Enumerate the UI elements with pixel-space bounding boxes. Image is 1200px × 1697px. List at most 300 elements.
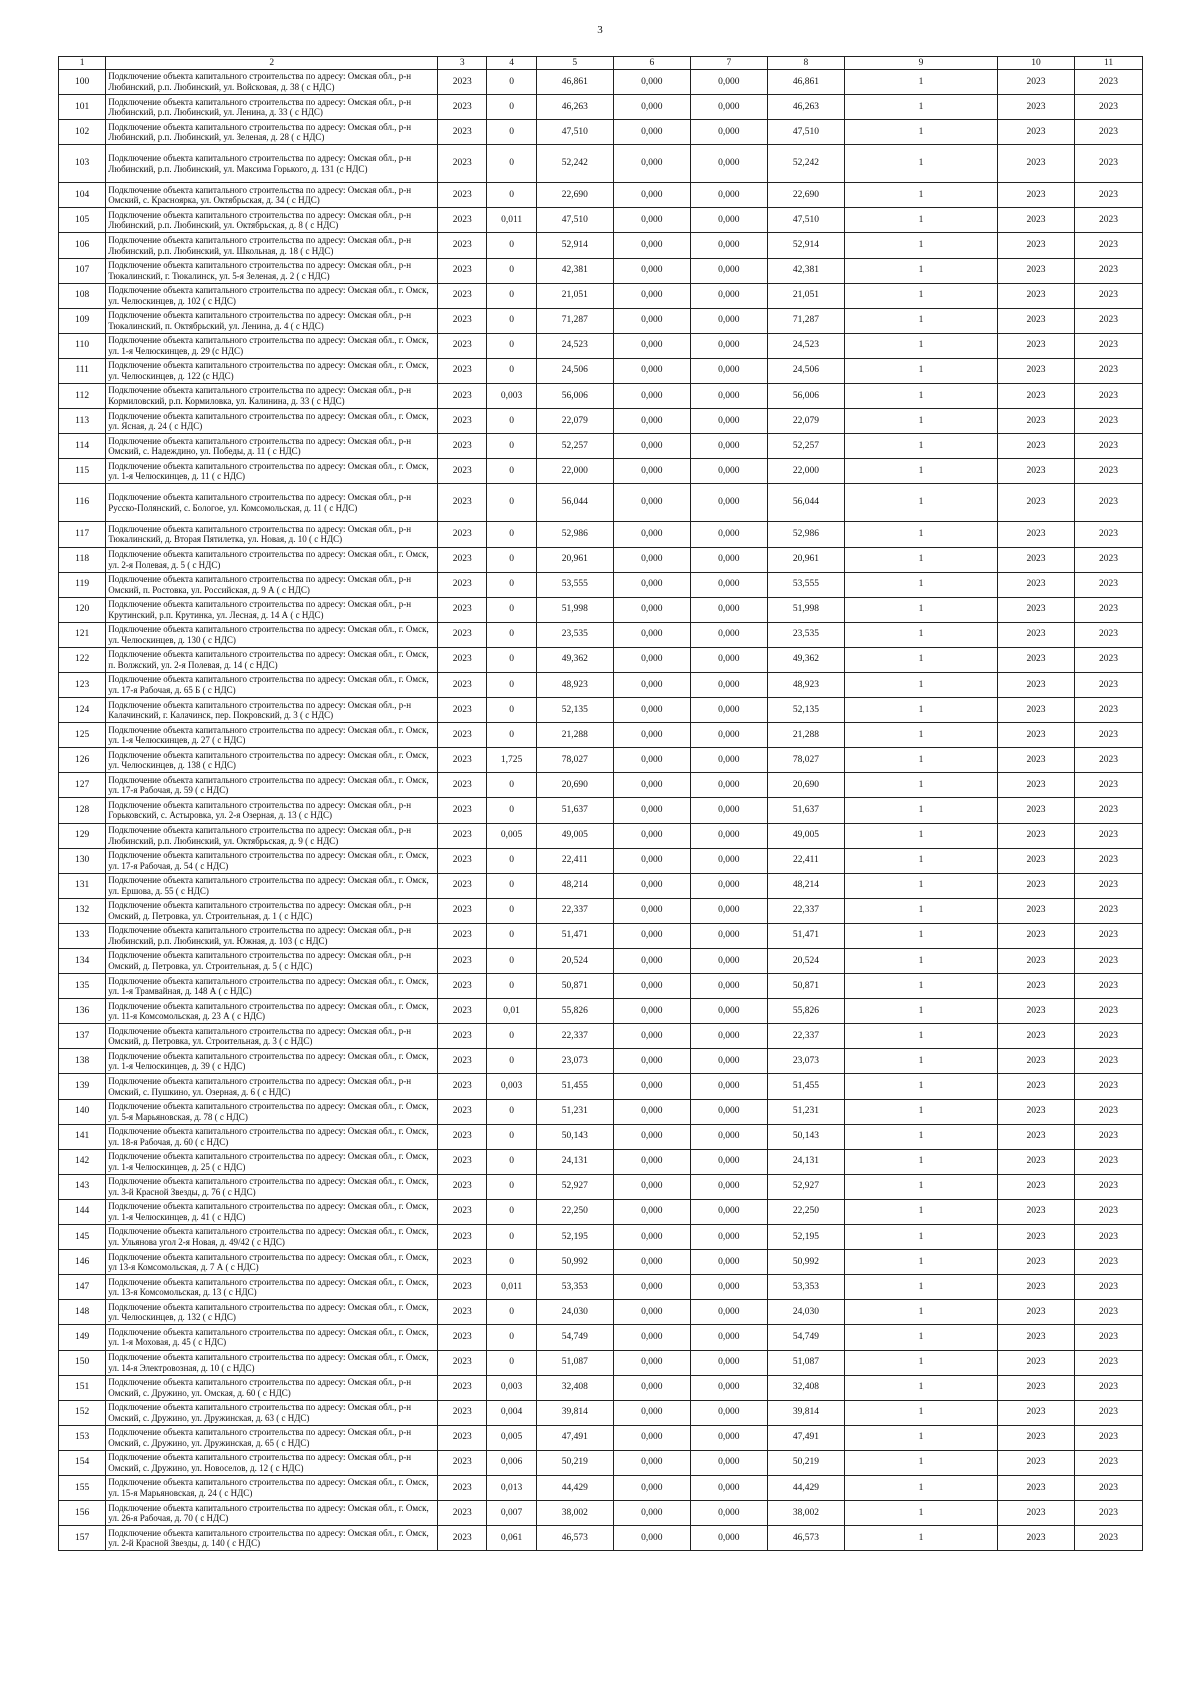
table-cell: 0 — [487, 1124, 536, 1149]
table-cell: 0,000 — [613, 1300, 690, 1325]
table-cell: 50,219 — [767, 1450, 844, 1475]
table-cell: 53,353 — [536, 1275, 613, 1300]
table-cell: 2023 — [1075, 1375, 1143, 1400]
table-cell: 152 — [59, 1400, 106, 1425]
cell-description: Подключение объекта капитального строительства по адресу: Омская обл., р-н Омский, д. Петровка, ул. Строительная, д. 5 ( с НДС) — [106, 949, 438, 974]
table-cell: 0,000 — [613, 1225, 690, 1250]
table-cell: 2023 — [438, 1375, 487, 1400]
table-cell: 2023 — [438, 183, 487, 208]
table-row — [59, 647, 1143, 672]
table-cell: 0 — [487, 308, 536, 333]
table-cell: 47,510 — [767, 208, 844, 233]
table-cell: 56,044 — [767, 484, 844, 522]
table-cell: 2023 — [998, 1074, 1075, 1099]
table-cell: 102 — [59, 120, 106, 145]
cell-description: Подключение объекта капитального строительства по адресу: Омская обл., г. Омск, ул 13-я Комсомольская, д. 7 А ( с НДС) — [106, 1250, 438, 1275]
table-cell: 2023 — [1075, 459, 1143, 484]
table-cell: 2023 — [998, 1526, 1075, 1551]
table-cell: 20,690 — [536, 773, 613, 798]
table-cell: 0,000 — [613, 1501, 690, 1526]
cell-description: Подключение объекта капитального строительства по адресу: Омская обл., р-н Омский, д. Петровка, ул. Строительная, д. 3 ( с НДС) — [106, 1024, 438, 1049]
table-cell: 21,288 — [767, 723, 844, 748]
table-cell: 2023 — [438, 848, 487, 873]
table-cell: 2023 — [438, 145, 487, 183]
table-cell: 2023 — [998, 333, 1075, 358]
table-cell: 2023 — [998, 622, 1075, 647]
cell-description: Подключение объекта капитального строительства по адресу: Омская обл., г. Омск, ул. 17-я Рабочая, д. 59 ( с НДС) — [106, 773, 438, 798]
table-cell: 105 — [59, 208, 106, 233]
table-cell: 44,429 — [536, 1475, 613, 1500]
table-row — [59, 923, 1143, 948]
table-cell: 47,491 — [536, 1425, 613, 1450]
table-cell: 2023 — [998, 923, 1075, 948]
table-cell: 24,131 — [767, 1149, 844, 1174]
table-cell: 0,000 — [613, 1375, 690, 1400]
table-cell: 0 — [487, 672, 536, 697]
table-cell: 0 — [487, 873, 536, 898]
cell-description: Подключение объекта капитального строительства по адресу: Омская обл., г. Омск, ул. Челюскинцев, д. 122 (с НДС) — [106, 358, 438, 383]
table-cell: 0 — [487, 1099, 536, 1124]
table-row — [59, 183, 1143, 208]
table-cell: 1 — [844, 1074, 997, 1099]
table-cell: 1 — [844, 1475, 997, 1500]
table-cell: 0,000 — [613, 409, 690, 434]
table-cell: 2023 — [1075, 233, 1143, 258]
table-cell: 134 — [59, 949, 106, 974]
table-cell: 2023 — [1075, 698, 1143, 723]
table-cell: 1 — [844, 308, 997, 333]
table-cell: 0 — [487, 698, 536, 723]
table-cell: 1 — [844, 647, 997, 672]
table-cell: 0,000 — [690, 1350, 767, 1375]
table-cell: 48,214 — [767, 873, 844, 898]
table-cell: 1 — [844, 358, 997, 383]
table-cell: 2023 — [998, 974, 1075, 999]
table-cell: 0,000 — [613, 522, 690, 547]
table-cell: 0 — [487, 183, 536, 208]
table-cell: 153 — [59, 1425, 106, 1450]
table-cell: 2023 — [438, 647, 487, 672]
table-row — [59, 409, 1143, 434]
table-row — [59, 1375, 1143, 1400]
table-cell: 2023 — [438, 120, 487, 145]
table-cell: 104 — [59, 183, 106, 208]
table-cell: 1 — [844, 384, 997, 409]
table-row — [59, 1300, 1143, 1325]
table-cell: 2023 — [998, 120, 1075, 145]
cell-description: Подключение объекта капитального строительства по адресу: Омская обл., р-н Тюкалинский, п. Октябрьский, ул. Ленина, д. 4 ( с НДС) — [106, 308, 438, 333]
table-cell: 148 — [59, 1300, 106, 1325]
table-cell: 38,002 — [767, 1501, 844, 1526]
table-cell: 0,000 — [613, 434, 690, 459]
table-row — [59, 949, 1143, 974]
table-cell: 2023 — [438, 358, 487, 383]
table-cell: 2023 — [438, 1124, 487, 1149]
table-cell: 2023 — [998, 672, 1075, 697]
table-cell: 109 — [59, 308, 106, 333]
table-cell: 50,219 — [536, 1450, 613, 1475]
cell-description: Подключение объекта капитального строительства по адресу: Омская обл., г. Омск, ул. Челюскинцев, д. 130 ( с НДС) — [106, 622, 438, 647]
table-cell: 51,637 — [767, 798, 844, 823]
table-cell: 0,000 — [613, 484, 690, 522]
table-cell: 0,000 — [690, 522, 767, 547]
table-cell: 2023 — [998, 484, 1075, 522]
cell-description: Подключение объекта капитального строительства по адресу: Омская обл., г. Омск, ул. 3-й Красной Звезды, д. 76 ( с НДС) — [106, 1174, 438, 1199]
table-row — [59, 384, 1143, 409]
table-cell: 2023 — [1075, 1501, 1143, 1526]
table-cell: 1 — [844, 1501, 997, 1526]
table-cell: 2023 — [998, 723, 1075, 748]
cell-description: Подключение объекта капитального строительства по адресу: Омская обл., р-н Любинский, р.п. Любинский, ул. Школьная, д. 18 ( с НДС) — [106, 233, 438, 258]
table-cell: 2023 — [1075, 748, 1143, 773]
table-cell: 1 — [844, 1325, 997, 1350]
table-cell: 133 — [59, 923, 106, 948]
table-cell: 50,143 — [767, 1124, 844, 1149]
table-row — [59, 459, 1143, 484]
table-cell: 23,073 — [767, 1049, 844, 1074]
table-cell: 0,000 — [613, 1250, 690, 1275]
table-cell: 2023 — [998, 1124, 1075, 1149]
table-cell: 0,000 — [690, 823, 767, 848]
cell-description: Подключение объекта капитального строительства по адресу: Омская обл., г. Омск, ул. Ульянова угол 2-я Новая, д. 49/42 ( с НДС) — [106, 1225, 438, 1250]
table-cell: 0,000 — [613, 1074, 690, 1099]
cell-description: Подключение объекта капитального строительства по адресу: Омская обл., р-н Омский, с. Дружино, ул. Дружинская, д. 63 ( с НДС) — [106, 1400, 438, 1425]
table-cell: 51,998 — [536, 597, 613, 622]
table-cell: 52,986 — [767, 522, 844, 547]
table-cell: 0 — [487, 258, 536, 283]
table-cell: 0,000 — [690, 898, 767, 923]
table-cell: 22,337 — [767, 1024, 844, 1049]
table-cell: 22,337 — [536, 1024, 613, 1049]
table-cell: 0 — [487, 484, 536, 522]
table-cell: 2023 — [438, 95, 487, 120]
table-cell: 1 — [844, 698, 997, 723]
table-cell: 1 — [844, 773, 997, 798]
table-cell: 0 — [487, 145, 536, 183]
table-cell: 2023 — [438, 459, 487, 484]
table-cell: 47,510 — [536, 120, 613, 145]
table-cell: 24,131 — [536, 1149, 613, 1174]
table-cell: 2023 — [998, 1425, 1075, 1450]
table-cell: 0,000 — [690, 358, 767, 383]
table-cell: 0,000 — [613, 283, 690, 308]
table-cell: 2023 — [438, 823, 487, 848]
table-row — [59, 1250, 1143, 1275]
cell-description: Подключение объекта капитального строительства по адресу: Омская обл., г. Омск, ул. 1-я Челюскинцев, д. 27 ( с НДС) — [106, 723, 438, 748]
table-cell: 20,961 — [767, 547, 844, 572]
table-row — [59, 823, 1143, 848]
table-cell: 2023 — [1075, 1174, 1143, 1199]
table-cell: 0,000 — [613, 1124, 690, 1149]
table-cell: 2023 — [1075, 208, 1143, 233]
table-cell: 1 — [844, 622, 997, 647]
table-cell: 0,000 — [690, 183, 767, 208]
table-cell: 2023 — [438, 1174, 487, 1199]
cell-description: Подключение объекта капитального строительства по адресу: Омская обл., г. Омск, ул. 11-я Комсомольская, д. 23 А ( с НДС) — [106, 999, 438, 1024]
table-cell: 1 — [844, 1049, 997, 1074]
table-cell: 0,000 — [690, 233, 767, 258]
table-cell: 2023 — [998, 1325, 1075, 1350]
table-cell: 0,000 — [613, 923, 690, 948]
table-cell: 20,961 — [536, 547, 613, 572]
table-cell: 121 — [59, 622, 106, 647]
table-cell: 2023 — [998, 1275, 1075, 1300]
cell-description: Подключение объекта капитального строительства по адресу: Омская обл., г. Омск, ул. 2-я Полевая, д. 5 ( с НДС) — [106, 547, 438, 572]
cell-description: Подключение объекта капитального строительства по адресу: Омская обл., г. Омск, ул. Челюскинцев, д. 102 ( с НДС) — [106, 283, 438, 308]
table-cell: 0,000 — [613, 1400, 690, 1425]
table-cell: 23,535 — [536, 622, 613, 647]
table-cell: 2023 — [438, 1501, 487, 1526]
table-cell: 0,003 — [487, 1375, 536, 1400]
table-cell: 2023 — [998, 698, 1075, 723]
table-row — [59, 308, 1143, 333]
table-cell: 0 — [487, 1149, 536, 1174]
table-cell: 2023 — [1075, 547, 1143, 572]
cell-description: Подключение объекта капитального строительства по адресу: Омская обл., г. Омск, ул. Ясная, д. 24 ( с НДС) — [106, 409, 438, 434]
table-row — [59, 1400, 1143, 1425]
table-cell: 0 — [487, 1174, 536, 1199]
table-row — [59, 1350, 1143, 1375]
cell-description: Подключение объекта капитального строительства по адресу: Омская обл., г. Омск, ул. Ершова, д. 55 ( с НДС) — [106, 873, 438, 898]
table-cell: 0,000 — [613, 1526, 690, 1551]
table-cell: 0,005 — [487, 823, 536, 848]
table-cell: 0,000 — [613, 95, 690, 120]
table-row — [59, 597, 1143, 622]
table-cell: 0 — [487, 1225, 536, 1250]
table-cell: 0 — [487, 1049, 536, 1074]
column-header: 1 — [59, 57, 106, 70]
table-cell: 1 — [844, 1024, 997, 1049]
table-cell: 0,000 — [613, 974, 690, 999]
table-cell: 0 — [487, 898, 536, 923]
column-header: 4 — [487, 57, 536, 70]
table-cell: 51,087 — [536, 1350, 613, 1375]
table-cell: 53,555 — [767, 572, 844, 597]
table-cell: 2023 — [438, 1074, 487, 1099]
cell-description: Подключение объекта капитального строительства по адресу: Омская обл., р-н Любинский, р.п. Любинский, ул. Южная, д. 103 ( с НДС) — [106, 923, 438, 948]
table-cell: 2023 — [1075, 434, 1143, 459]
table-cell: 22,337 — [536, 898, 613, 923]
table-cell: 2023 — [1075, 823, 1143, 848]
table-cell: 106 — [59, 233, 106, 258]
table-cell: 1 — [844, 572, 997, 597]
table-cell: 48,923 — [536, 672, 613, 697]
cell-description: Подключение объекта капитального строительства по адресу: Омская обл., г. Омск, ул. 17-я Рабочая, д. 65 Б ( с НДС) — [106, 672, 438, 697]
table-cell: 52,257 — [536, 434, 613, 459]
table-cell: 2023 — [1075, 974, 1143, 999]
table-cell: 22,250 — [767, 1199, 844, 1224]
table-cell: 0,000 — [690, 999, 767, 1024]
table-cell: 1 — [844, 522, 997, 547]
table-row — [59, 1049, 1143, 1074]
table-row — [59, 120, 1143, 145]
table-cell: 0,000 — [613, 723, 690, 748]
table-cell: 2023 — [438, 522, 487, 547]
table-cell: 0,000 — [690, 1325, 767, 1350]
table-cell: 1 — [844, 748, 997, 773]
cell-description: Подключение объекта капитального строительства по адресу: Омская обл., г. Омск, ул. 1-я Челюскинцев, д. 11 ( с НДС) — [106, 459, 438, 484]
table-cell: 2023 — [998, 522, 1075, 547]
table-cell: 0 — [487, 949, 536, 974]
table-cell: 2023 — [1075, 1250, 1143, 1275]
table-cell: 0,000 — [690, 1275, 767, 1300]
table-cell: 0,000 — [613, 459, 690, 484]
table-cell: 1 — [844, 999, 997, 1024]
table-cell: 2023 — [998, 283, 1075, 308]
table-cell: 2023 — [998, 1400, 1075, 1425]
table-cell: 1 — [844, 95, 997, 120]
table-cell: 2023 — [438, 308, 487, 333]
table-cell: 0,003 — [487, 1074, 536, 1099]
table-cell: 2023 — [998, 798, 1075, 823]
table-cell: 115 — [59, 459, 106, 484]
table-cell: 0,000 — [690, 1074, 767, 1099]
table-cell: 0,000 — [613, 308, 690, 333]
table-cell: 46,861 — [536, 70, 613, 95]
table-cell: 78,027 — [536, 748, 613, 773]
table-cell: 1 — [844, 1350, 997, 1375]
table-cell: 2023 — [1075, 1425, 1143, 1450]
table-cell: 52,914 — [536, 233, 613, 258]
table-cell: 0,000 — [690, 384, 767, 409]
cell-description: Подключение объекта капитального строительства по адресу: Омская обл., г. Омск, ул. 1-я Челюскинцев, д. 39 ( с НДС) — [106, 1049, 438, 1074]
table-cell: 55,826 — [767, 999, 844, 1024]
table-cell: 0,01 — [487, 999, 536, 1024]
table-cell: 21,288 — [536, 723, 613, 748]
table-cell: 2023 — [998, 1049, 1075, 1074]
table-cell: 51,455 — [536, 1074, 613, 1099]
table-cell: 0,000 — [690, 547, 767, 572]
table-cell: 1 — [844, 459, 997, 484]
table-cell: 2023 — [438, 70, 487, 95]
table-cell: 0,000 — [613, 1199, 690, 1224]
table-cell: 51,471 — [767, 923, 844, 948]
table-cell: 0,000 — [690, 672, 767, 697]
table-row — [59, 258, 1143, 283]
table-cell: 1 — [844, 898, 997, 923]
table-cell: 0,000 — [690, 748, 767, 773]
table-cell: 39,814 — [536, 1400, 613, 1425]
table-cell: 0,000 — [613, 1149, 690, 1174]
table-cell: 2023 — [998, 145, 1075, 183]
table-cell: 22,411 — [536, 848, 613, 873]
table-cell: 2023 — [1075, 1325, 1143, 1350]
table-cell: 0 — [487, 1325, 536, 1350]
table-cell: 51,455 — [767, 1074, 844, 1099]
table-cell: 0 — [487, 120, 536, 145]
table-row — [59, 572, 1143, 597]
table-cell: 0,000 — [690, 283, 767, 308]
table-cell: 0 — [487, 70, 536, 95]
table-row — [59, 547, 1143, 572]
table-cell: 2023 — [1075, 1526, 1143, 1551]
table-cell: 2023 — [438, 672, 487, 697]
table-cell: 0,000 — [613, 233, 690, 258]
table-cell: 135 — [59, 974, 106, 999]
table-cell: 1 — [844, 1450, 997, 1475]
cell-description: Подключение объекта капитального строительства по адресу: Омская обл., р-н Любинский, р.п. Любинский, ул. Октябрьская, д. 8 ( с НДС) — [106, 208, 438, 233]
table-cell: 47,510 — [536, 208, 613, 233]
table-cell: 23,535 — [767, 622, 844, 647]
table-cell: 24,506 — [536, 358, 613, 383]
table-cell: 2023 — [1075, 384, 1143, 409]
table-cell: 2023 — [1075, 1149, 1143, 1174]
table-cell: 48,214 — [536, 873, 613, 898]
table-cell: 0,004 — [487, 1400, 536, 1425]
table-cell: 0,000 — [690, 1250, 767, 1275]
table-cell: 0,000 — [690, 974, 767, 999]
table-cell: 2023 — [438, 409, 487, 434]
table-cell: 0,000 — [690, 723, 767, 748]
table-cell: 51,231 — [767, 1099, 844, 1124]
table-row — [59, 70, 1143, 95]
table-cell: 24,523 — [536, 333, 613, 358]
table-cell: 0,000 — [690, 1425, 767, 1450]
table-cell: 2023 — [1075, 1124, 1143, 1149]
table-cell: 22,337 — [767, 898, 844, 923]
cell-description: Подключение объекта капитального строительства по адресу: Омская обл., р-н Омский, п. Ростовка, ул. Российская, д. 9 А ( с НДС) — [106, 572, 438, 597]
table-cell: 52,242 — [536, 145, 613, 183]
table-cell: 0,000 — [690, 1526, 767, 1551]
table-cell: 0 — [487, 1300, 536, 1325]
table-cell: 147 — [59, 1275, 106, 1300]
table-cell: 2023 — [1075, 522, 1143, 547]
table-cell: 137 — [59, 1024, 106, 1049]
table-row — [59, 1024, 1143, 1049]
table-row — [59, 748, 1143, 773]
table-cell: 0,011 — [487, 1275, 536, 1300]
table-cell: 2023 — [998, 434, 1075, 459]
table-cell: 56,006 — [767, 384, 844, 409]
cell-description: Подключение объекта капитального строительства по адресу: Омская обл., г. Омск, ул. 1-я Моховая, д. 45 ( с НДС) — [106, 1325, 438, 1350]
table-cell: 2023 — [438, 434, 487, 459]
cell-description: Подключение объекта капитального строительства по адресу: Омская обл., р-н Калачинский, г. Калачинск, пер. Покровский, д. 3 ( с НДС) — [106, 698, 438, 723]
table-cell: 50,992 — [536, 1250, 613, 1275]
table-cell: 51,087 — [767, 1350, 844, 1375]
data-table — [58, 56, 1143, 1551]
table-cell: 2023 — [1075, 672, 1143, 697]
table-cell: 49,005 — [536, 823, 613, 848]
table-cell: 1 — [844, 70, 997, 95]
table-cell: 0,000 — [690, 1450, 767, 1475]
table-cell: 2023 — [438, 999, 487, 1024]
table-cell: 2023 — [1075, 333, 1143, 358]
table-cell: 0 — [487, 647, 536, 672]
table-cell: 2023 — [1075, 95, 1143, 120]
table-cell: 49,362 — [767, 647, 844, 672]
table-row — [59, 1275, 1143, 1300]
table-cell: 20,524 — [536, 949, 613, 974]
table-cell: 0 — [487, 798, 536, 823]
table-cell: 1 — [844, 798, 997, 823]
table-cell: 2023 — [1075, 848, 1143, 873]
table-cell: 1 — [844, 1225, 997, 1250]
table-cell: 46,861 — [767, 70, 844, 95]
table-cell: 24,506 — [767, 358, 844, 383]
table-cell: 39,814 — [767, 1400, 844, 1425]
table-cell: 2023 — [998, 1475, 1075, 1500]
table-cell: 1 — [844, 1250, 997, 1275]
table-cell: 1 — [844, 597, 997, 622]
cell-description: Подключение объекта капитального строительства по адресу: Омская обл., р-н Крутинский, р.п. Крутинка, ул. Лесная, д. 14 А ( с НДС) — [106, 597, 438, 622]
table-cell: 42,381 — [767, 258, 844, 283]
table-cell: 2023 — [438, 333, 487, 358]
table-cell: 2023 — [438, 1099, 487, 1124]
table-cell: 2023 — [438, 622, 487, 647]
cell-description: Подключение объекта капитального строительства по адресу: Омская обл., р-н Любинский, р.п. Любинский, ул. Максима Горького, д. 131 (с НДС) — [106, 145, 438, 183]
table-cell: 142 — [59, 1149, 106, 1174]
table-cell: 2023 — [998, 459, 1075, 484]
